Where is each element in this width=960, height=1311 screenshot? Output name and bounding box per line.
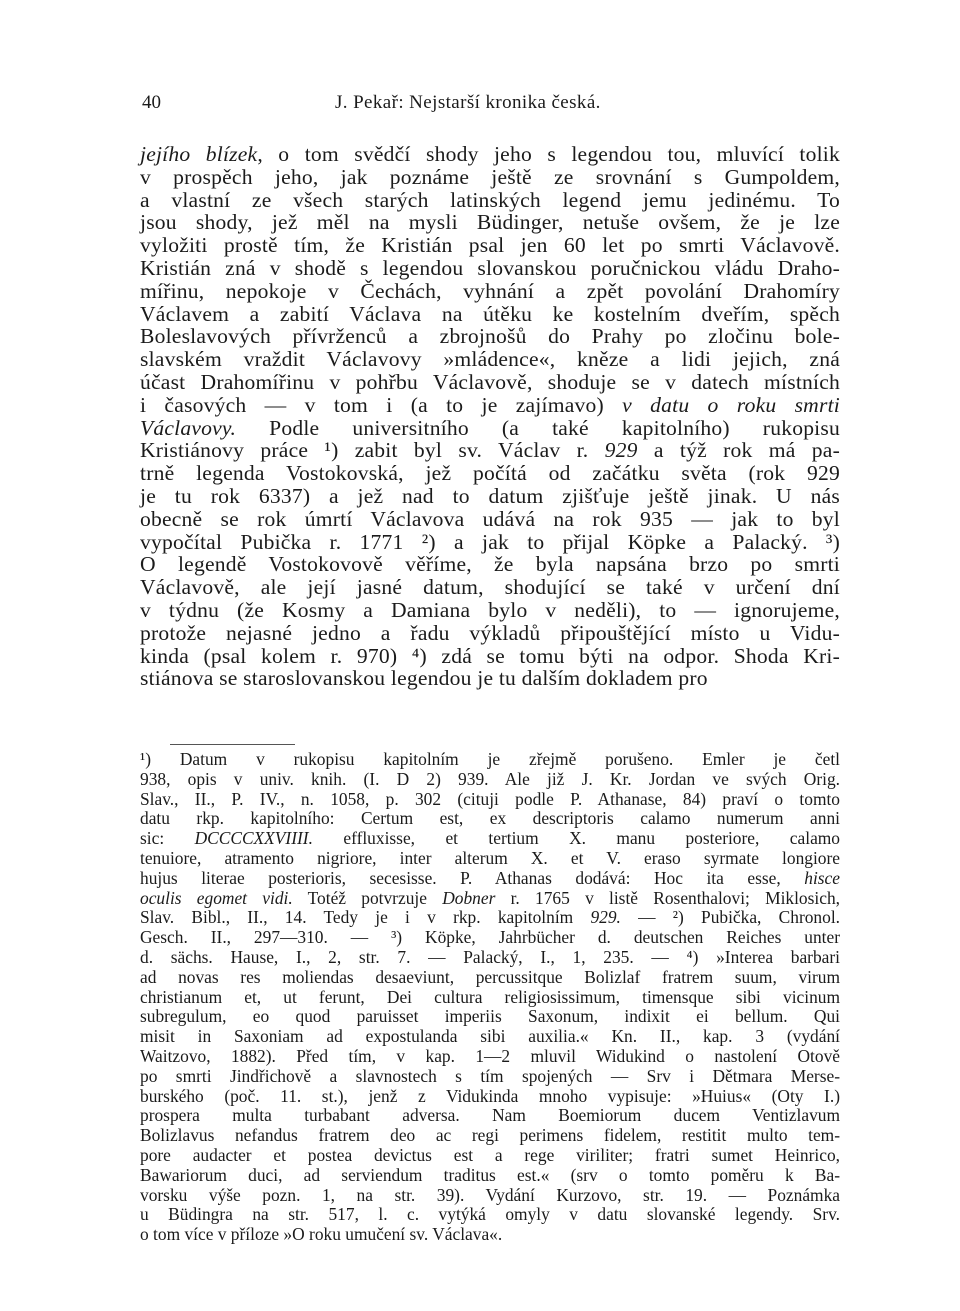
text-run: v prospěch jeho, jak poznáme ještě ze srovnání s Gumpoldem, (140, 164, 840, 189)
text-run: a vlastní ze všech starých latinských legend jemu jedinému. To (140, 187, 840, 212)
text-run: tenuiore, atramento nigriore, inter alterum X. et V. eraso syrmate longiore (140, 847, 840, 868)
body-line (140, 508, 840, 531)
text-run: O legendě Vostokovově věříme, že byla napsána brzo po smrti (140, 552, 840, 577)
body-line (140, 348, 840, 371)
text-run: Podle universitního (a také kapitolního) rukopisu (236, 415, 840, 440)
italic-text-run: oculis egomet vidi. (140, 887, 293, 908)
text-run: Slav., II., P. IV., n. 1058, p. 302 (cituji podle P. Athanase, 84) praví o tomto (140, 788, 840, 809)
text-run: d. sächs. Hause, I., 2, str. 7. — Palacký, I., 1, 235. — ⁴) »Interea barbari (140, 946, 840, 967)
running-title: J. Pekař: Nejstarší kronika česká. (335, 92, 601, 113)
footnote-line (140, 1166, 840, 1186)
text-run: Slav. Bibl., II., 14. Tedy je i v rkp. kapitolním (140, 907, 591, 928)
text-run: Václavem a zabití Václava na útěku ke kostelním dveřím, spěch (140, 301, 840, 326)
body-line (140, 211, 840, 234)
text-run: u Büdingra na str. 517, l. c. vytýká omyly v datu slovanské legendy. Srv. (140, 1204, 840, 1225)
text-run: ad novas res moliendas desaeviunt, percussitque Bolizlaf fratrem suum, virum (140, 966, 840, 987)
italic-text-run: Dobner (442, 887, 496, 908)
footnote-line (140, 1087, 840, 1107)
text-run: protože nejasné jedno a řadu výkladů připouštějící místo u Vidu- (140, 620, 840, 645)
text-run: Václavově, ale její jasné datum, shodující se také v určení dní (140, 575, 840, 600)
text-run: Boleslavových přívrženců a zbrojnošů do Prahy po zločinu bole- (140, 324, 840, 349)
text-run: Totéž potvrzuje (292, 887, 443, 908)
text-run: pore audacter et postea devictus est a rege viriliter; fratri sumet Heinrico, (140, 1144, 840, 1165)
text-run: v týdnu (že Kosmy a Damiana bylo v neděli), to — ignorujeme, (140, 597, 840, 622)
footnote-line (140, 968, 840, 988)
italic-text-run: DCCCCXXVIIII. (194, 828, 313, 849)
footnote-line (140, 928, 840, 948)
body-line (140, 257, 840, 280)
text-run: Kristián zná v shodě s legendou slovanskou poručnickou vládu Draho- (140, 255, 840, 280)
body-line (140, 394, 840, 417)
footnote-line (140, 1007, 840, 1027)
body-line (140, 667, 840, 690)
footnote-line (140, 988, 840, 1008)
footnote-line (140, 1067, 840, 1087)
text-run: effluxisse, et tertium X. manu posteriore, calamo (312, 828, 841, 849)
footnote-line (140, 1106, 840, 1126)
footnote-line (140, 908, 840, 928)
text-run: Gesch. II., 297—310. — ³) Köpke, Jahrbücher d. deutschen Reiches unter (140, 927, 840, 948)
text-run: — ²) Pubička, Chronol. (620, 907, 841, 928)
body-line (140, 576, 840, 599)
italic-text-run: Václavovy. (140, 415, 237, 440)
italic-text-run: jejího blízek (140, 142, 258, 166)
footnote-line (140, 1126, 840, 1146)
text-run: sic: (140, 828, 195, 849)
text-run: obecně se rok úmrtí Václavova udává na rok 935 — jak to byl (140, 506, 840, 531)
page-header (140, 92, 840, 122)
text-run: 938, opis v univ. knih. (I. D 2) 939. Ale již J. Kr. Jordan ve svých Orig. (140, 768, 840, 789)
footnote-line (140, 1146, 840, 1166)
italic-text-run: 929. (590, 907, 621, 928)
text-run: mířinu, nepokoje v Čechách, vyhnání a zpět povolání Drahomíry (140, 278, 840, 303)
footnote-line (140, 889, 840, 909)
text-run: vyložiti prostě tím, že Kristián psal jen 60 let po smrti Václavově. (140, 233, 840, 258)
text-run: Bawariorum duci, ad serviendum traditus est.« (srv o tomto poměru k Ba- (140, 1164, 840, 1185)
italic-text-run: hisce (804, 867, 840, 888)
footnote-line (140, 1186, 840, 1206)
text-run: trně legenda Vostokovská, jež počítá od začátku světa (rok 929 (140, 461, 840, 486)
italic-text-run: 929 (604, 438, 638, 463)
footnote-line (140, 750, 840, 770)
italic-text-run: v datu o roku smrti (622, 392, 840, 417)
body-line (140, 234, 840, 257)
body-line (140, 599, 840, 622)
body-line (140, 439, 840, 462)
body-line (140, 371, 840, 394)
footnote-line (140, 1047, 840, 1067)
text-run: datu rkp. kapitolního: Certum est, ex descriptoris calamo numerum anni (140, 808, 840, 829)
footnote-line (140, 1225, 840, 1245)
text-run: prospera multa turbabant adversa. Nam Boemiorum ducem Ventizlavum (140, 1105, 840, 1126)
body-line (140, 417, 840, 440)
footnotes (140, 750, 840, 1245)
text-run: slavském vraždit Václavovy »mládence«, kněze a lidi jejich, zná (140, 347, 840, 372)
text-run: o tom více v příloze »O roku umučení sv. Václava«. (140, 1224, 503, 1245)
body-line (140, 303, 840, 326)
body-line (140, 462, 840, 485)
body-line (140, 166, 840, 189)
body-line (140, 485, 840, 508)
text-run: christianum et, ut ferunt, Dei cultura religiosissimum, timensque sibi vicinum (140, 986, 840, 1007)
text-run: Kristiánovy práce ¹) zabit byl sv. Václav r. (140, 438, 605, 463)
text-run: Waitzovo, 1882). Před tím, v kap. 1—2 mluvil Widukind o nastolení Otově (140, 1045, 840, 1066)
footnote-line (140, 790, 840, 810)
text-run: Bolizlavus nefandus fratrem deo ac regi perimens fidelem, restitit multo tem- (140, 1125, 840, 1146)
body-line (140, 143, 840, 166)
text-run: subregulum, eo quod paruisset imperiis Saxonum, indixit ei bellum. Qui (140, 1006, 840, 1027)
body-line (140, 553, 840, 576)
text-run: jsou shody, jež měl na mysli Büdinger, netuše ovšem, že je lze (140, 210, 840, 235)
body-line (140, 645, 840, 668)
text-run: účast Drahomířinu v pohřbu Václavově, shoduje se v datech místních (140, 369, 840, 394)
text-run: kinda (psal kolem r. 970) ⁴) zdá se tomu býti na odpor. Shoda Kri- (140, 643, 840, 668)
page-number: 40 (142, 92, 161, 113)
text-run: a týž rok má pa- (637, 438, 840, 463)
text-run: misit in Saxoniam ad expostulanda sibi auxilia.« Kn. II., kap. 3 (vydání (140, 1026, 840, 1047)
main-text (140, 143, 840, 690)
body-line (140, 622, 840, 645)
body-line (140, 325, 840, 348)
text-run: ¹) Datum v rukopisu kapitolním je zřejmě porušeno. Emler je četl (140, 749, 840, 769)
text-run: r. 1765 v listě Rosenthalovi; Miklosich, (495, 887, 840, 908)
footnote-line (140, 869, 840, 889)
body-line (140, 531, 840, 554)
text-run: vypočítal Pubička r. 1771 ²) a jak to přijal Köpke a Palacký. ³) (140, 529, 840, 554)
text-run: , o tom svědčí shody jeho s legendou tou, mluvící tolik (257, 142, 840, 166)
footnote-line (140, 809, 840, 829)
footnote-line (140, 829, 840, 849)
footnote-line (140, 849, 840, 869)
footnote-line (140, 1205, 840, 1225)
text-run: burského (poč. 11. st.), jenž z Vidukinda mnoho vypisuje: »Huius« (Oty I.) (140, 1085, 840, 1106)
text-run: po smrti Jindřichově a slavnostech s tím spojených — Srv i Dětmara Merse- (140, 1065, 840, 1086)
text-run: stiánova se staroslovanskou legendou je tu dalším dokladem pro (140, 666, 708, 691)
body-line (140, 280, 840, 303)
text-run: je tu rok 6337) a jež nad to datum zjišťuje ještě jinak. U nás (140, 483, 840, 508)
text-run: vorsku výše pozn. 1, na str. 39). Vydání Kurzovo, str. 19. — Poznámka (140, 1184, 840, 1205)
text-run: hujus literae posterioris, secesisse. P. Athanas dodává: Hoc ita esse, (140, 867, 805, 888)
body-line (140, 189, 840, 212)
text-run: i časových — v tom i (a to je zajímavo) (140, 392, 623, 417)
footnote-line (140, 1027, 840, 1047)
footnote-line (140, 770, 840, 790)
footnote-line (140, 948, 840, 968)
footnote-divider (170, 744, 295, 745)
